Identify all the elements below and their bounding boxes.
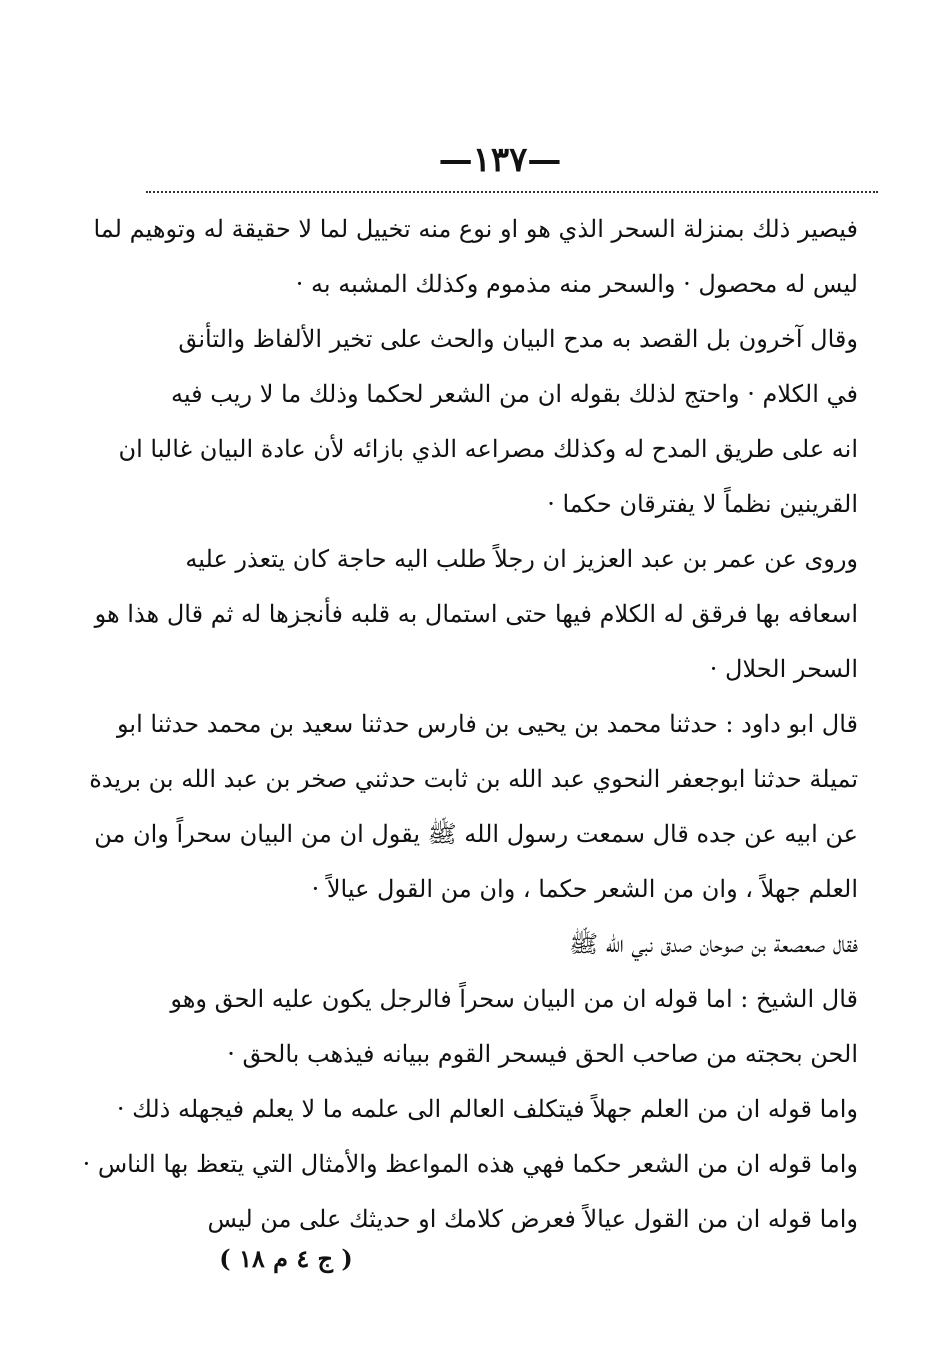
header-rule: [146, 191, 878, 193]
text-line: وقال آخرون بل القصد به مدح البيان والحث على تخير الألفاظ والتأنق: [178, 325, 858, 353]
signature-mark: ( ج ٤ م ١٨ ): [219, 1244, 353, 1273]
text-line: السحر الحلال ·: [709, 655, 858, 683]
text-line: في الكلام · واحتج لذلك بقوله ان من الشعر لحكما وذلك ما لا ريب فيه: [171, 380, 858, 408]
text-line: واما قوله ان من الشعر حكما فهي هذه المواعظ والأمثال التي يتعظ بها الناس ·: [82, 1150, 858, 1178]
text-line: الحن بحجته من صاحب الحق فيسحر القوم ببيانه فيذهب بالحق ·: [227, 1040, 858, 1068]
text-line: قال الشيخ : اما قوله ان من البيان سحراً فالرجل يكون عليه الحق وهو: [170, 985, 858, 1013]
text-line: انه على طريق المدح له وكذلك مصراعه الذي بازائه لأن عادة البيان غالبا ان: [118, 435, 858, 463]
text-line: تميلة حدثنا ابوجعفر النحوي عبد الله بن ثابت حدثني صخر بن عبد الله بن بريدة: [89, 765, 858, 793]
text-line: اسعافه بها فرقق له الكلام فيها حتى استمال به قلبه فأنجزها له ثم قال هذا هو: [94, 600, 858, 628]
text-line: عن ابيه عن جده قال سمعت رسول الله ﷺ يقول ان من البيان سحراً وان من: [94, 820, 858, 848]
text-line: قال ابو داود : حدثنا محمد بن يحيى بن فارس حدثنا سعيد بن محمد حدثنا ابو: [117, 710, 858, 738]
body-text: [82, 202, 858, 1247]
text-line: ليس له محصول · والسحر منه مذموم وكذلك المشبه به ·: [295, 270, 858, 298]
text-line: القرينين نظماً لا يفترقان حكما ·: [547, 490, 858, 518]
page-number: —١٣٧—: [438, 140, 562, 180]
text-line: وروى عن عمر بن عبد العزيز ان رجلاً طلب اليه حاجة كان يتعذر عليه: [185, 545, 858, 573]
text-line: العلم جهلاً ، وان من الشعر حكما ، وان من القول عيالاً ·: [311, 875, 858, 903]
text-line: فيصير ذلك بمنزلة السحر الذي هو او نوع منه تخييل لما لا حقيقة له وتوهيم لما: [93, 215, 858, 243]
text-line: واما قوله ان من العلم جهلاً فيتكلف العالم الى علمه ما لا يعلم فيجهله ذلك ·: [116, 1095, 858, 1123]
text-line: واما قوله ان من القول عيالاً فعرض كلامك او حديثك على من ليس: [207, 1205, 858, 1233]
text-line: فقال صعصعة بن صوحان صدق نبي الله ﷺ: [569, 930, 858, 958]
